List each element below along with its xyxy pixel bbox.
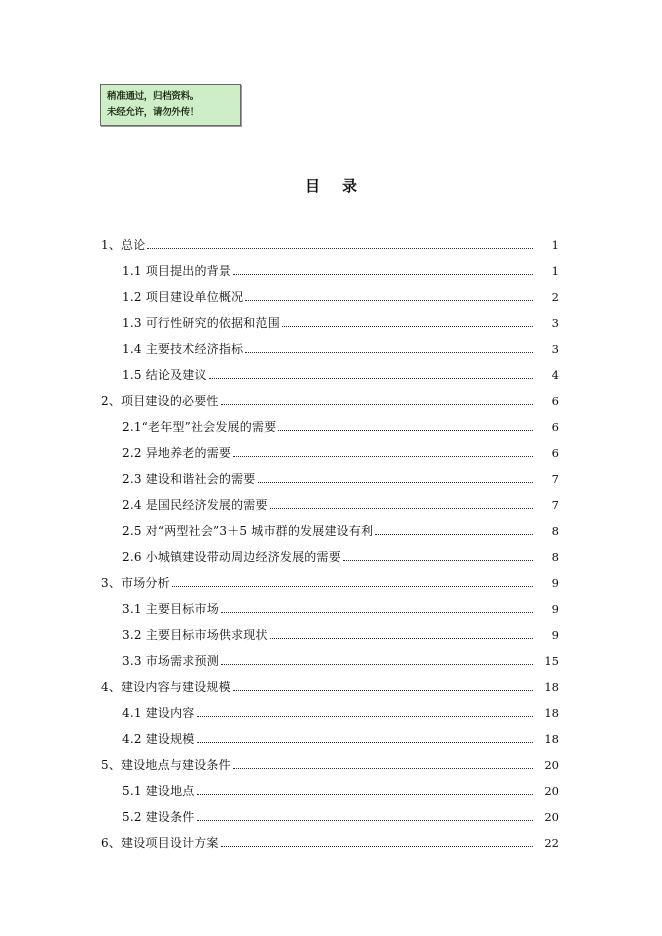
toc-entry-page-number: 6 <box>551 446 559 460</box>
toc-entry[interactable] <box>101 748 559 772</box>
toc-entry-label: 4.2 建设规模 <box>122 732 195 746</box>
toc-entry[interactable] <box>122 332 559 356</box>
toc-entry-page-number: 9 <box>551 576 559 590</box>
toc-entry-page-number: 20 <box>544 758 559 772</box>
toc-entry[interactable] <box>101 670 559 694</box>
toc-entry-page-number: 6 <box>551 420 559 434</box>
toc-entry-label: 1、总论 <box>101 238 146 252</box>
approval-stamp <box>100 84 241 126</box>
toc-leader-dots <box>221 845 533 847</box>
stamp-line-1: 稍准通过，归档资料。 <box>107 91 200 102</box>
toc-entry[interactable] <box>122 436 559 460</box>
toc-entry-label: 1.5 结论及建议 <box>122 368 207 382</box>
toc-title: 目录 <box>304 177 379 195</box>
toc-entry-label: 1.3 可行性研究的依据和范围 <box>122 316 280 330</box>
toc-entry[interactable] <box>122 618 559 642</box>
toc-leader-dots <box>270 637 533 639</box>
toc-entry-page-number: 8 <box>551 550 559 564</box>
toc-entry-page-number: 3 <box>551 342 559 356</box>
toc-leader-dots <box>197 793 534 795</box>
toc-entry-label: 2、项目建设的必要性 <box>101 394 219 408</box>
toc-entry-label: 1.2 项目建设单位概况 <box>122 290 244 304</box>
toc-leader-dots <box>233 689 533 691</box>
toc-entry[interactable] <box>122 696 559 720</box>
toc-entry-page-number: 18 <box>544 680 559 694</box>
toc-entry-label: 6、建设项目设计方案 <box>101 836 219 850</box>
toc-leader-dots <box>197 741 534 743</box>
toc-leader-dots <box>343 559 533 561</box>
toc-entry-page-number: 2 <box>551 290 559 304</box>
toc-leader-dots <box>375 533 533 535</box>
toc-entry-label: 2.2 异地养老的需要 <box>122 446 232 460</box>
toc-entry-page-number: 9 <box>551 602 559 616</box>
toc-leader-dots <box>233 455 533 457</box>
toc-entry[interactable] <box>101 826 559 850</box>
toc-entry-label: 5.2 建设条件 <box>122 810 195 824</box>
toc-entry[interactable] <box>122 800 559 824</box>
toc-leader-dots <box>209 377 533 379</box>
toc-leader-dots <box>278 429 533 431</box>
toc-entry[interactable] <box>122 592 559 616</box>
stamp-line-2: 未经允许，请勿外传！ <box>107 107 200 118</box>
toc-leader-dots <box>197 819 534 821</box>
toc-entry-page-number: 1 <box>551 238 559 252</box>
toc-entry[interactable] <box>122 540 559 564</box>
toc-leader-dots <box>233 767 533 769</box>
toc-leader-dots <box>197 715 534 717</box>
toc-entry-label: 3.3 市场需求预测 <box>122 654 219 668</box>
toc-leader-dots <box>221 663 533 665</box>
toc-leader-dots <box>233 273 533 275</box>
toc-entry-label: 2.1“老年型”社会发展的需要 <box>122 420 277 434</box>
toc-leader-dots <box>147 247 533 249</box>
toc-entry[interactable] <box>122 358 559 382</box>
toc-entry-label: 2.5 对“两型社会”3＋5 城市群的发展建设有利 <box>122 524 374 538</box>
toc-entry-label: 5、建设地点与建设条件 <box>101 758 231 772</box>
toc-entry-page-number: 15 <box>544 654 559 668</box>
toc-entry-page-number: 20 <box>544 784 559 798</box>
toc-entry-label: 3.1 主要目标市场 <box>122 602 219 616</box>
toc-entry[interactable] <box>122 514 559 538</box>
toc-entry[interactable] <box>122 774 559 798</box>
toc-entry-label: 4.1 建设内容 <box>122 706 195 720</box>
toc-entry-label: 3、市场分析 <box>101 576 170 590</box>
toc-entry-page-number: 22 <box>544 836 559 850</box>
toc-entry[interactable] <box>122 722 559 746</box>
toc-entry-label: 2.3 建设和谐社会的需要 <box>122 472 256 486</box>
toc-entry-page-number: 4 <box>551 368 559 382</box>
toc-entry-page-number: 18 <box>544 706 559 720</box>
toc-entry-label: 1.4 主要技术经济指标 <box>122 342 244 356</box>
toc-leader-dots <box>270 507 533 509</box>
toc-entry-page-number: 20 <box>544 810 559 824</box>
toc-leader-dots <box>221 403 533 405</box>
toc-entry[interactable] <box>122 644 559 668</box>
toc-entry-label: 4、建设内容与建设规模 <box>101 680 231 694</box>
toc-entry[interactable] <box>122 488 559 512</box>
toc-entry-label: 3.2 主要目标市场供求现状 <box>122 628 268 642</box>
toc-entry-page-number: 7 <box>551 472 559 486</box>
toc-entry-page-number: 3 <box>551 316 559 330</box>
toc-entry-label: 5.1 建设地点 <box>122 784 195 798</box>
toc-entry-label: 1.1 项目提出的背景 <box>122 264 232 278</box>
toc-entry[interactable] <box>122 306 559 330</box>
toc-entry-page-number: 9 <box>551 628 559 642</box>
toc-entry[interactable] <box>122 254 559 278</box>
toc-leader-dots <box>172 585 533 587</box>
toc-entry[interactable] <box>101 384 559 408</box>
toc-entry-page-number: 18 <box>544 732 559 746</box>
toc-entry-page-number: 7 <box>551 498 559 512</box>
toc-entry-page-number: 1 <box>551 264 559 278</box>
toc-entry-page-number: 8 <box>551 524 559 538</box>
toc-entry-page-number: 6 <box>551 394 559 408</box>
toc-leader-dots <box>282 325 533 327</box>
toc-entry[interactable] <box>122 410 559 434</box>
toc-entry-label: 2.6 小城镇建设带动周边经济发展的需要 <box>122 550 341 564</box>
toc-leader-dots <box>245 299 533 301</box>
toc-leader-dots <box>245 351 533 353</box>
toc-entry-label: 2.4 是国民经济发展的需要 <box>122 498 268 512</box>
toc-entry[interactable] <box>122 280 559 304</box>
toc-entry[interactable] <box>101 228 559 252</box>
toc-leader-dots <box>258 481 534 483</box>
toc-leader-dots <box>221 611 533 613</box>
toc-entry[interactable] <box>122 462 559 486</box>
toc-entry[interactable] <box>101 566 559 590</box>
